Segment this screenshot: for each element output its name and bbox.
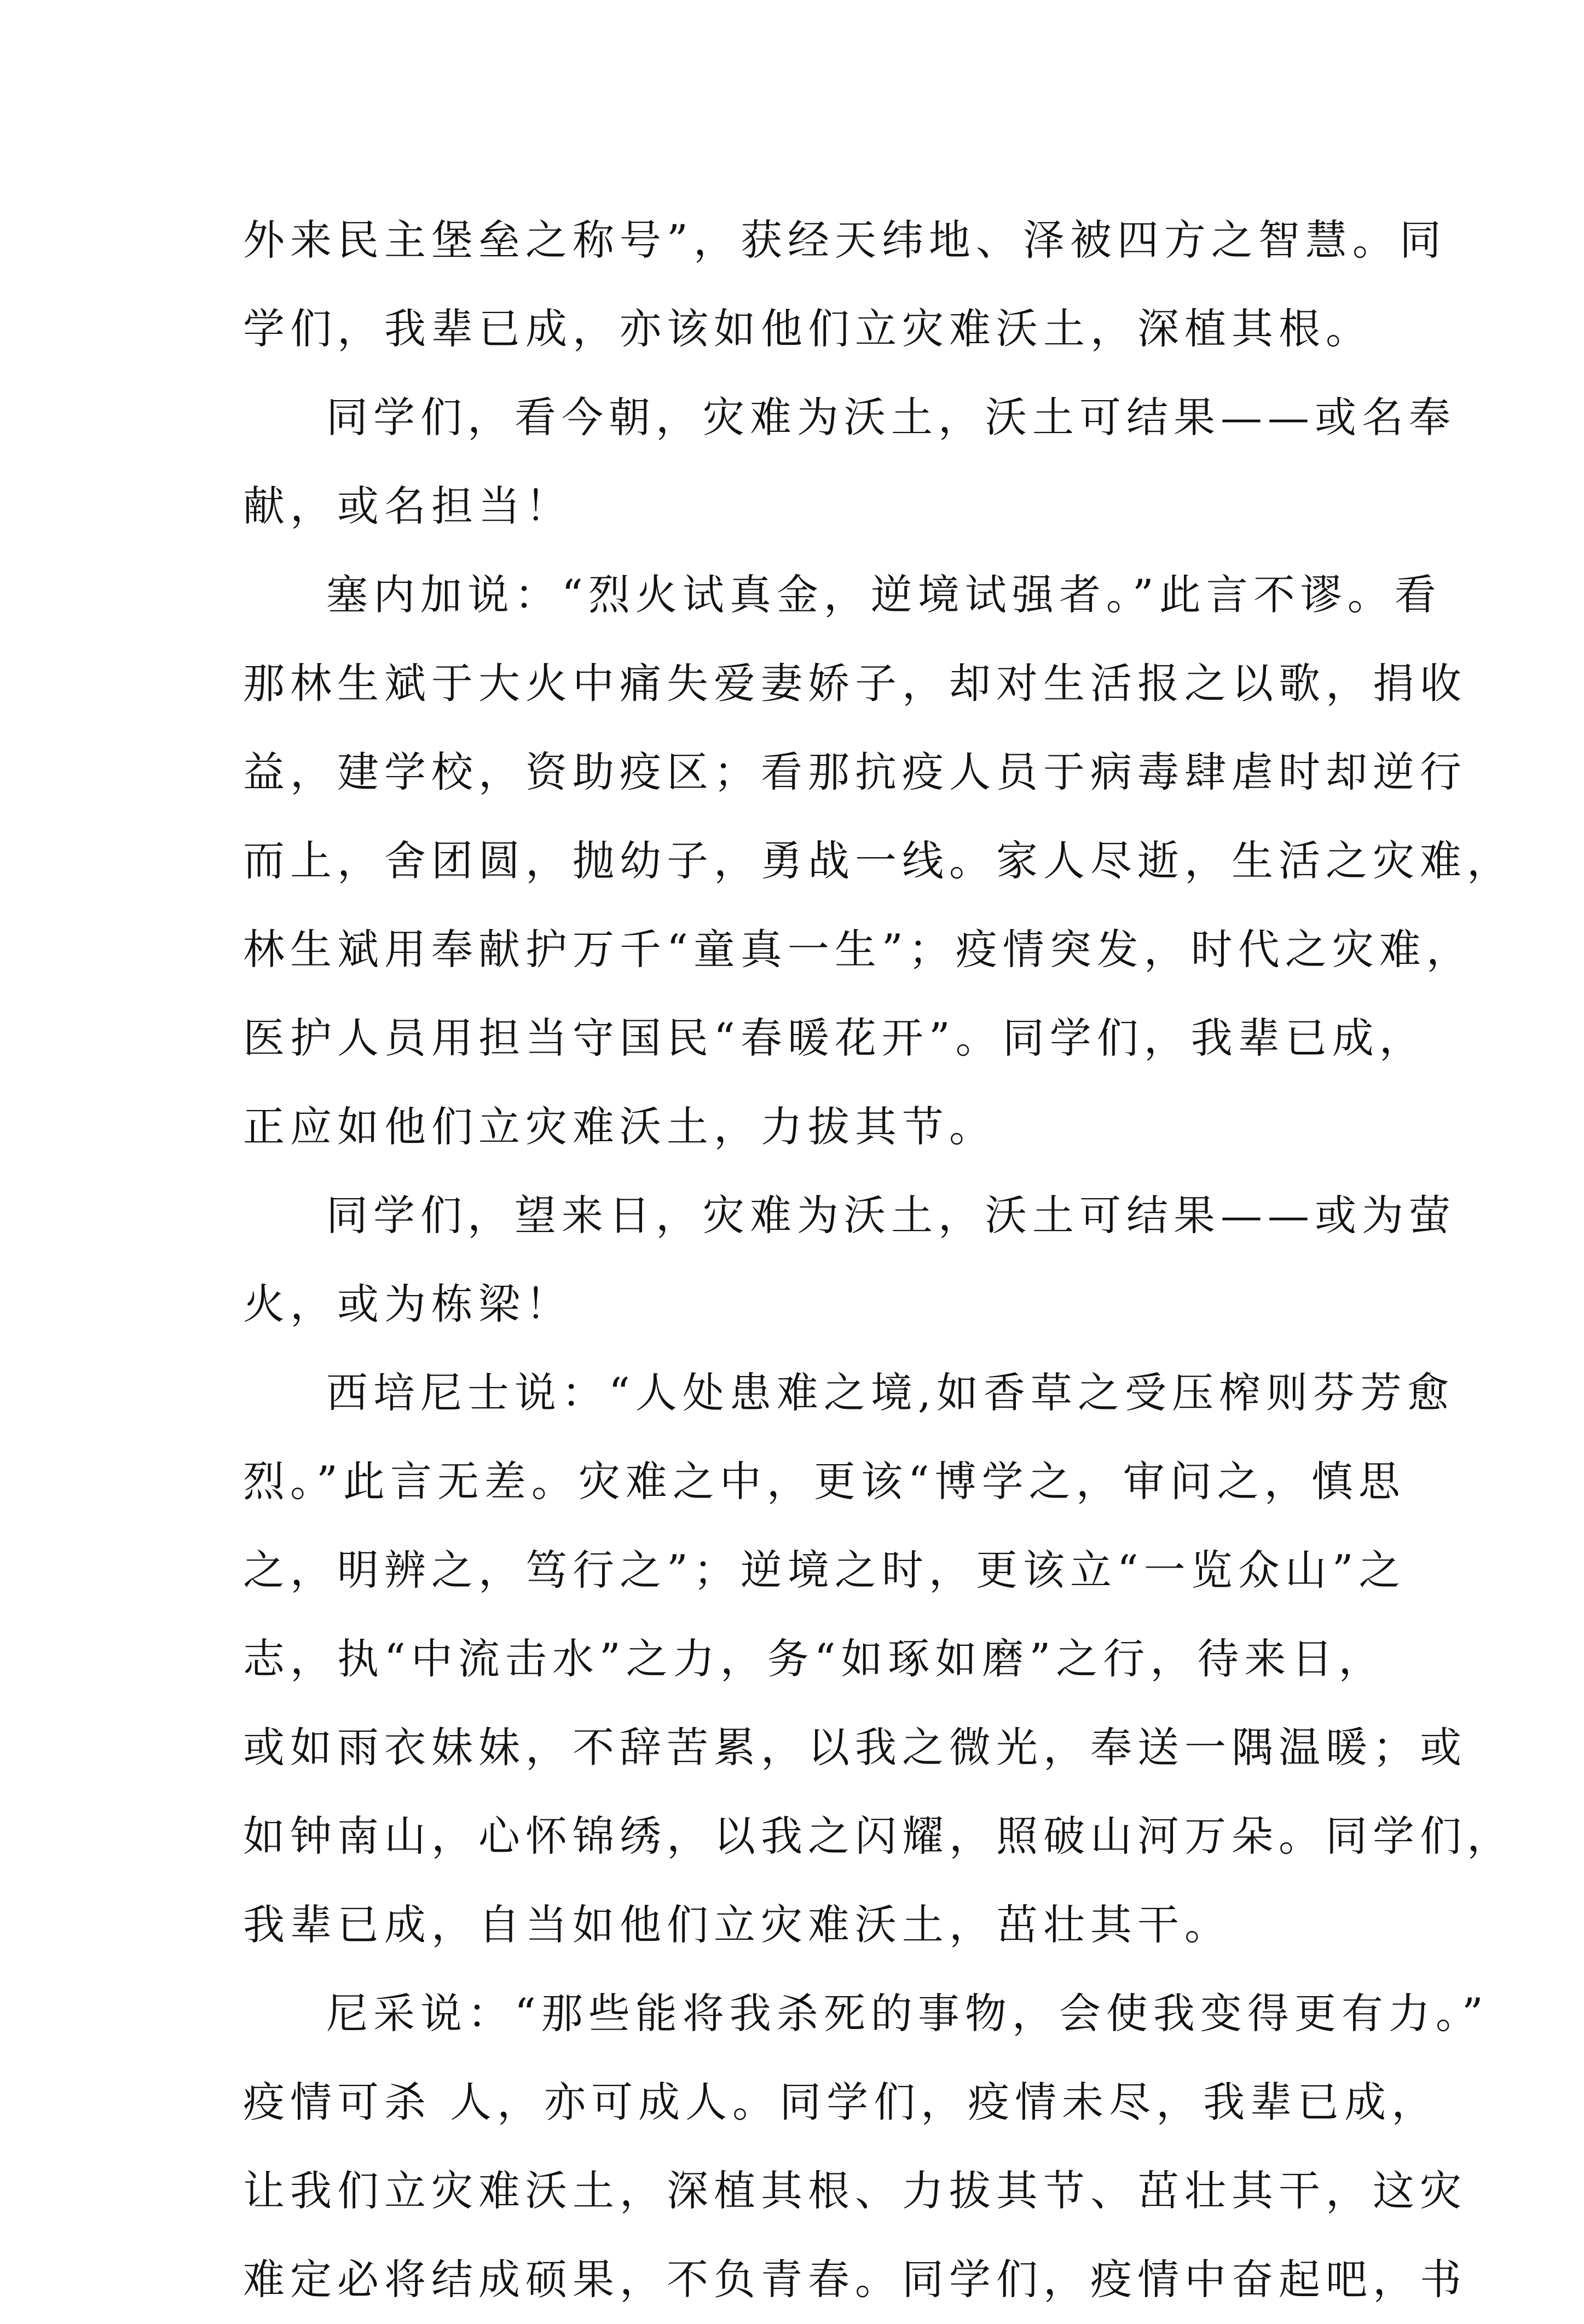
text-line: 正应如他们立灾难沃土，力拔其节。: [243, 1102, 996, 1151]
paragraph-first-line: 尼采说：“那些能将我杀死的事物，会使我变得更有力。”: [326, 1989, 1489, 2038]
text-line: 志，执“中流击水”之力，务“如琢如磨”之行，待来日，: [243, 1634, 1386, 1683]
text-line: 如钟南山，心怀锦绣，以我之闪耀，照破山河万朵。同学们，: [243, 1812, 1514, 1860]
paragraph-first-line: 同学们，看今朝，灾难为沃土，沃土可结果——或名奉: [326, 393, 1456, 442]
text-line: 学们，我辈已成，亦该如他们立灾难沃土，深植其根。: [243, 304, 1373, 353]
text-line: 让我们立灾难沃土，深植其根、力拔其节、茁壮其干，这灾: [243, 2166, 1467, 2215]
text-line: 林生斌用奉献护万千“童真一生”；疫情突发，时代之灾难，: [243, 925, 1473, 974]
paragraph-first-line: 同学们，望来日，灾难为沃土，沃土可结果——或为萤: [326, 1191, 1456, 1240]
text-line: 或如雨衣妹妹，不辞苦累，以我之微光，奉送一隅温暖；或: [243, 1723, 1467, 1772]
text-line: 烈。”此言无差。灾难之中，更该“博学之，审问之，慎思: [243, 1457, 1406, 1506]
text-line: 我辈已成，自当如他们立灾难沃土，茁壮其干。: [243, 1900, 1232, 1949]
paragraph-first-line: 西培尼士说：“人处患难之境,如香草之受压榨则芬芳愈: [326, 1368, 1455, 1417]
text-line: 献，或名担当！: [243, 482, 573, 530]
text-line: 而上，舍团圆，抛幼子，勇战一线。家人尽逝，生活之灾难，: [243, 836, 1514, 885]
text-line: 益，建学校，资助疫区；看那抗疫人员于病毒肆虐时却逆行: [243, 748, 1467, 796]
text-line: 难定必将结成硕果，不负青春。同学们，疫情中奋起吧，书: [243, 2255, 1467, 2304]
text-line: 疫情可杀 人，亦可成人。同学们，疫情未尽，我辈已成，: [243, 2078, 1439, 2126]
text-line: 外来民主堡垒之称号”，获经天纬地、泽被四方之智慧。同: [243, 216, 1447, 264]
paragraph-first-line: 塞内加说：“烈火试真金，逆境试强者。”此言不谬。看: [326, 570, 1442, 619]
text-line: 火，或为栋梁！: [243, 1280, 573, 1328]
text-line: 医护人员用担当守国民“春暖花开”。同学们，我辈已成，: [243, 1014, 1426, 1062]
text-line: 那林生斌于大火中痛失爱妻娇子，却对生活报之以歌，捐收: [243, 659, 1467, 708]
body-text: [243, 196, 1514, 2324]
text-line: 之，明辨之，笃行之”；逆境之时，更该立“一览众山”之: [243, 1546, 1406, 1594]
